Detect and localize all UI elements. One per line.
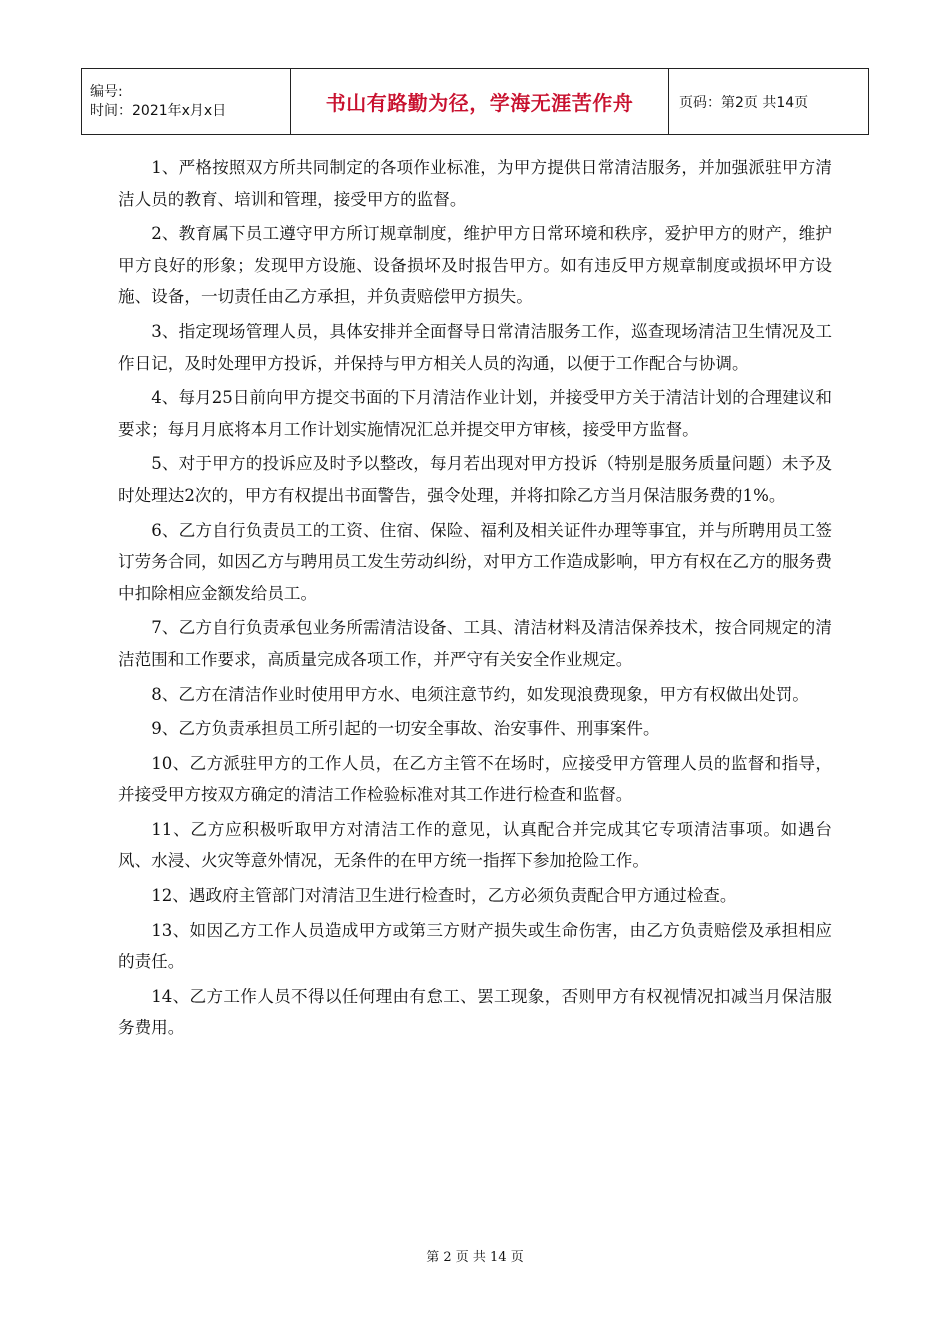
clause-paragraph: 10、乙方派驻甲方的工作人员，在乙方主管不在场时，应接受甲方管理人员的监督和指导，并接受甲方按双方确定的清洁工作检验标准对其工作进行检查和监督。 [118,753,832,805]
clause-paragraph: 11、乙方应积极听取甲方对清洁工作的意见，认真配合并完成其它专项清洁事项。如遇台风、水浸、火灾等意外情况，无条件的在甲方统一指挥下参加抢险工作。 [118,819,832,871]
document-body [118,152,832,1047]
clause-paragraph: 9、乙方负责承担员工所引起的一切安全事故、治安事件、刑事案件。 [151,719,660,739]
clause-paragraph: 5、对于甲方的投诉应及时予以整改，每月若出现对甲方投诉（特别是服务质量问题）未予及时处理达2次的，甲方有权提出书面警告，强令处理，并将扣除乙方当月保洁服务费的1%。 [118,454,832,505]
footer-page-number: 第 2 页 共 14 页 [426,1250,524,1265]
clause-paragraph: 2、教育属下员工遵守甲方所订规章制度，维护甲方日常环境和秩序，爱护甲方的财产，维护甲方良好的形象；发现甲方设施、设备损坏及时报告甲方。如有违反甲方规章制度或损坏甲方设施、设备，一切责任由乙方承担，并负责赔偿甲方损失。 [118,224,832,307]
clause-paragraph: 6、乙方自行负责员工的工资、住宿、保险、福利及相关证件办理等事宜，并与所聘用员工签订劳务合同，如因乙方与聘用员工发生劳动纠纷，对甲方工作造成影响，甲方有权在乙方的服务费中扣除相应金额发给员工。 [118,520,832,603]
clause-paragraph: 8、乙方在清洁作业时使用甲方水、电须注意节约，如发现浪费现象，甲方有权做出处罚。 [151,684,809,704]
clause-paragraph: 1、严格按照双方所共同制定的各项作业标准，为甲方提供日常清洁服务，并加强派驻甲方清洁人员的教育、培训和管理，接受甲方的监督。 [118,158,832,209]
document-code-label: 编号: [90,83,123,100]
clause-paragraph: 7、乙方自行负责承包业务所需清洁设备、工具、清洁材料及清洁保养技术，按合同规定的清洁范围和工作要求，高质量完成各项工作，并严守有关安全作业规定。 [118,618,832,669]
clause-paragraph: 12、遇政府主管部门对清洁卫生进行检查时，乙方必须负责配合甲方通过检查。 [151,886,737,906]
clause-paragraph: 14、乙方工作人员不得以任何理由有怠工、罢工现象，否则甲方有权视情况扣减当月保洁服务费用。 [118,986,832,1038]
clause-paragraph: 13、如因乙方工作人员造成甲方或第三方财产损失或生命伤害，由乙方负责赔偿及承担相应的责任。 [118,920,832,972]
clause-paragraph: 4、每月25日前向甲方提交书面的下月清洁作业计划，并接受甲方关于清洁计划的合理建议和要求；每月月底将本月工作计划实施情况汇总并提交甲方审核，接受甲方监督。 [118,388,832,439]
header-meta-cell [82,69,291,135]
page-header-table [81,68,869,135]
header-motto: 书山有路勤为径，学海无涯苦作舟 [291,69,669,135]
page-footer [0,1246,950,1265]
clause-paragraph: 3、指定现场管理人员，具体安排并全面督导日常清洁服务工作，巡查现场清洁卫生情况及工作日记，及时处理甲方投诉，并保持与甲方相关人员的沟通，以便于工作配合与协调。 [118,321,832,373]
document-time-label: 时间：2021年x月x日 [90,102,227,119]
header-page-number: 页码：第2页 共14页 [669,69,869,135]
